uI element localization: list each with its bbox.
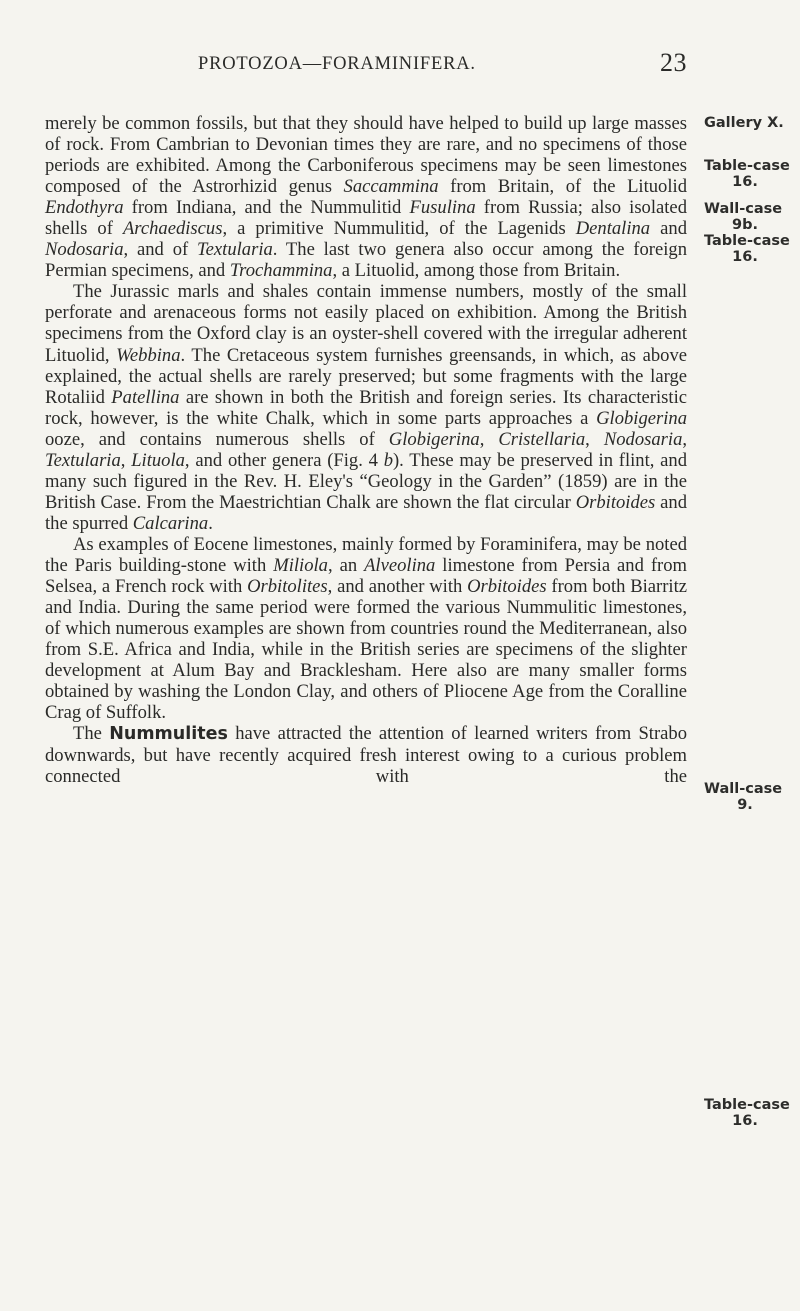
margin-note-label: Wall-case (704, 201, 783, 217)
paragraph-carboniferous (45, 113, 687, 281)
text-run: . (208, 512, 213, 534)
text-run: , (479, 428, 499, 450)
text-run: As examples of Eocene limestones, mainly formed by Foraminifera, may be noted the Paris building-stone with (45, 533, 687, 576)
text-run: from Indiana, and the Nummulitid (123, 197, 410, 219)
text-run: , an (327, 554, 365, 576)
genus-name: Archaediscus (122, 218, 223, 240)
genus-name: Endothyra (45, 197, 124, 219)
genus-name: Trochammina (229, 260, 333, 282)
margin-note-number: 9b. (732, 217, 758, 233)
text-run: from both Biarritz and India. During the same period were formed the various Nummulitic limestones, of which numerous examples are shown from countries round the Mediterranean, also from S.E. Africa and India, while in the British series are specimens of the slighter development at Alum Bay and Bracklesham. Here also are many smaller forms obtained by washing the London Clay, and others of Pliocene Age from the Coralline Crag of Suffolk. (45, 576, 687, 724)
text-run: The Jurassic marls and shales contain immense numbers, mostly of the small perforate and arenaceous forms not easily placed on exhibition. Among the British specimens from the Oxford clay is an oyster-shell covered with the irregular adherent Lituolid, (45, 281, 687, 366)
genus-name: Textularia (45, 449, 121, 471)
margin-note-number: 16. (732, 249, 758, 265)
margin-note-label: Table-case (704, 233, 790, 249)
text-run: from Russia; also isolated shells of (45, 197, 687, 240)
margin-note-label: Table-case (704, 158, 790, 174)
genus-name: Miliola (273, 554, 328, 576)
margin-note-table-case (704, 1097, 790, 1129)
genus-name: Globigerina (388, 428, 480, 450)
genus-name: Lituola (131, 449, 185, 471)
text-run: from Britain, of the Lituolid (438, 176, 687, 198)
paragraph-eocene (45, 534, 687, 723)
margin-note-wall-case (704, 781, 786, 813)
page-number: 23 (660, 48, 687, 77)
text-run: are shown in both the British and foreign series. Its characteristic rock, however, is the white Chalk, which in some parts approaches a (45, 386, 687, 429)
margin-note-label: Wall-case (704, 781, 783, 797)
genus-name: Webbina (116, 344, 181, 366)
genus-name: Cristellaria (498, 428, 586, 450)
margin-note-table-case (704, 233, 790, 265)
genus-name: Orbitoides (575, 491, 656, 513)
text-run: , (682, 428, 688, 450)
figure-ref-letter: b (383, 449, 393, 471)
margin-note-table-case (704, 158, 790, 190)
genus-name: Nodosaria (45, 239, 124, 261)
genus-name: Alveolina (364, 554, 436, 576)
text-run: . The last two genera also occur among the foreign Permian specimens, and (45, 239, 687, 282)
genus-name: Globigerina (596, 407, 687, 429)
text-run: have attracted the attention of learned writers from Strabo downwards, but have recently acquired fresh interest owing to a curious problem connected with the (45, 723, 687, 788)
text-run: ). These may be preserved in flint, and many such figured in the Rev. H. Eley's “Geology in the Garden” (1859) are in the British Case. From the Maestrichtian Chalk are shown the flat circular (45, 449, 688, 513)
running-title: PROTOZOA—FORAMINIFERA. (198, 54, 476, 74)
genus-name: Calcarina (132, 512, 209, 534)
text-run: ooze, and contains numerous shells of (45, 428, 389, 450)
genus-name: Saccammina (343, 176, 439, 198)
genus-name: Dentalina (575, 218, 651, 240)
text-run: and the spurred (45, 491, 687, 534)
section-keyword: Nummulites (109, 724, 228, 745)
margin-note-number: 16. (732, 1113, 758, 1129)
genus-name: Patellina (111, 386, 180, 408)
text-run: limestone from Persia and from Selsea, a French rock with (45, 554, 687, 598)
genus-name: Orbitoides (467, 576, 547, 598)
text-run: , and of (123, 239, 198, 261)
body-text (45, 113, 687, 788)
text-run: . The Cretaceous system furnishes greensands, in which, as above explained, the actual shells are rarely preserved; but some fragments with the large Rotaliid (45, 344, 687, 408)
text-run: , a primitive Nummulitid, of the Lagenids (222, 218, 576, 240)
paragraph-nummulites (45, 723, 687, 787)
text-run: , a Lituolid, among those from Britain. (332, 260, 621, 282)
genus-name: Nodosaria (603, 428, 683, 450)
text-run: , and another with (327, 576, 468, 598)
genus-name: Fusulina (409, 197, 476, 219)
text-run: , (120, 449, 132, 471)
text-run: , (585, 428, 604, 450)
margin-note-number: 9. (737, 797, 753, 813)
genus-name: Textularia (197, 239, 273, 261)
genus-name: Orbitolites (247, 576, 328, 598)
text-run: The (73, 723, 110, 745)
margin-note-gallery: Gallery X. (704, 115, 784, 131)
text-run: merely be common fossils, but that they should have helped to build up large masses of rock. From Cambrian to Devonian times they are rare, and no specimens of those periods are exhibited. Among the Carboniferous specimens may be seen limestones composed of the Astrorhizid genus (45, 113, 687, 198)
margin-note-wall-case (704, 201, 786, 233)
text-run: , and other genera (Fig. 4 (184, 449, 384, 471)
text-run: and (650, 218, 687, 240)
margin-note-number: 16. (732, 174, 758, 190)
paragraph-jurassic-cretaceous (45, 281, 687, 534)
margin-note-label: Table-case (704, 1097, 790, 1113)
